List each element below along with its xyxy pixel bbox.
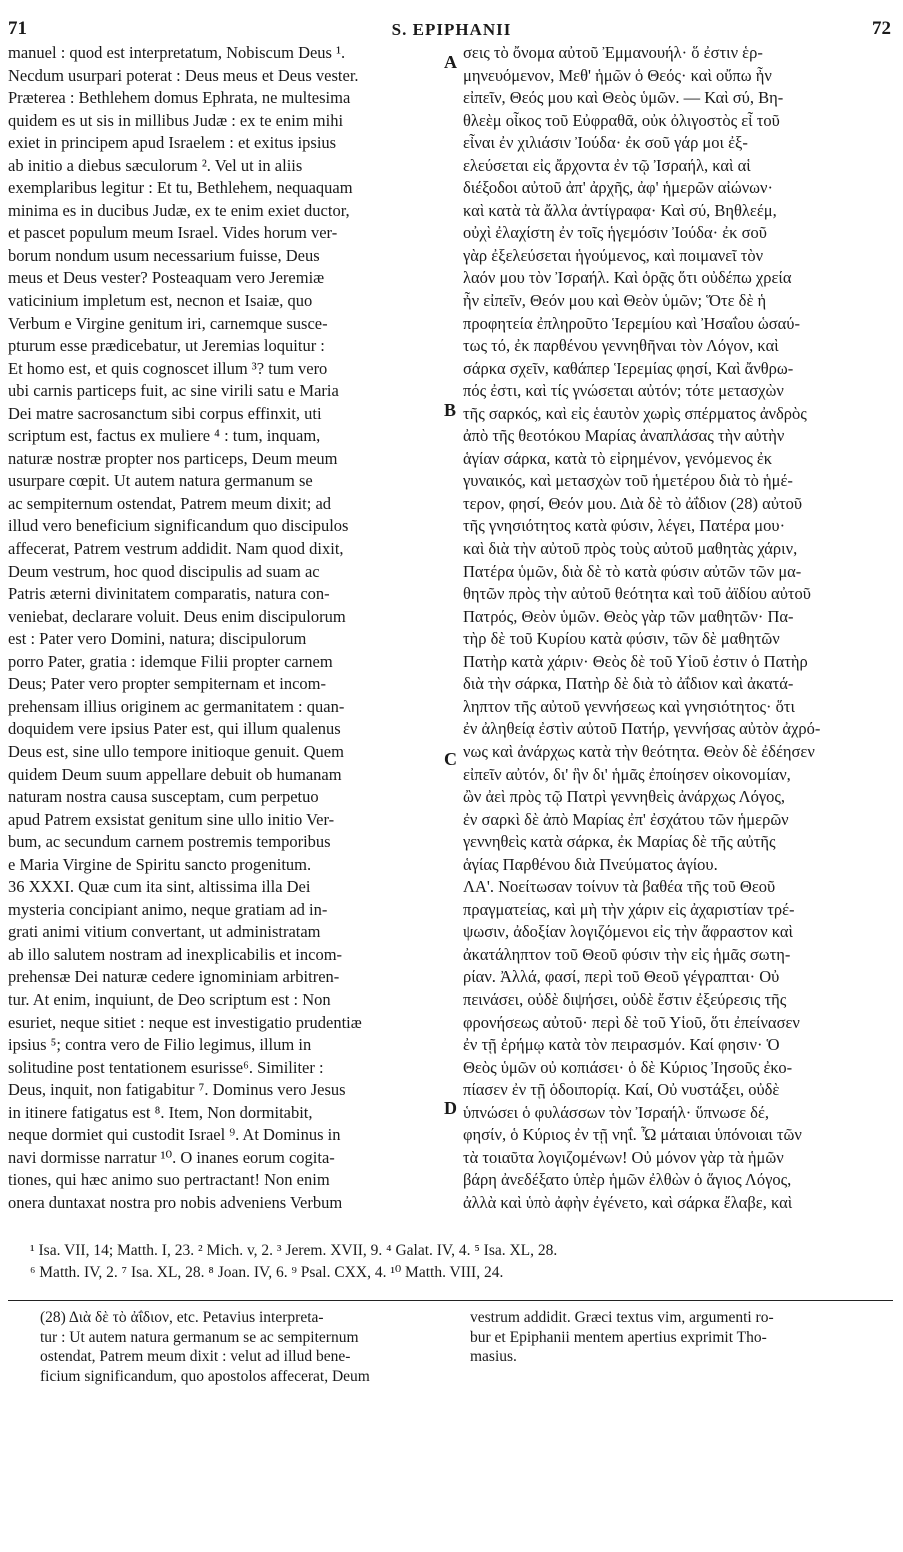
greek-text-line: ΛΑ'. Νοείτωσαν τοίνυν τὰ βαθέα τῆς τοῦ Θεοῦ — [463, 877, 776, 897]
greek-text-line: εἰπεῖν αὐτόν, δι' ἣν δι' ἡμᾶς ἐποίησεν οἰκονομίαν, — [463, 764, 791, 784]
greek-text-line: ἁγίαν σάρκα, κατὰ τὸ εἰρημένον, γενόμενος ἐκ — [463, 448, 773, 468]
scripture-references-line: ¹ Isa. VII, 14; Matth. I, 23. ² Mich. v, 2. ³ Jerem. XVII, 9. ⁴ Galat. IV, 4. ⁵ Isa. XL, 28. — [30, 1242, 558, 1259]
note-text-line: masius. — [470, 1348, 517, 1365]
greek-text-line: τὴρ δὲ τοῦ Κυρίου κατὰ φύσιν, τῶν δὲ μαθητῶν — [463, 629, 780, 649]
latin-text-line: ab initio a diebus sæculorum ². Vel ut in aliis — [8, 155, 303, 175]
greek-text-line: γεννηθεὶς κατὰ σάρκα, ἐκ Μαρίας δὲ τῆς αὐτῆς — [463, 832, 776, 852]
greek-text-line: σεις τὸ ὄνομα αὐτοῦ Ἐμμανουήλ· ὅ ἐστιν ἑρ- — [463, 43, 763, 62]
latin-text-line: porro Pater, gratia : idemque Filii propter carnem — [8, 651, 333, 671]
latin-text-line: mysteria concipiant animo, neque gratiam ad in- — [8, 899, 328, 919]
margin-marker-c: C — [444, 749, 457, 769]
note-text-line: (28) Διὰ δὲ τὸ ἀΐδιον, etc. Petavius interpreta- — [40, 1309, 324, 1326]
latin-text-line: Deus, inquit, non fatigabitur ⁷. Dominus vero Jesus — [8, 1080, 346, 1100]
footnote-divider — [8, 1300, 893, 1301]
latin-text-line: ipsius ⁵; contra vero de Filio legimus, illum in — [8, 1035, 312, 1055]
greek-text-line: τῆς σαρκός, καὶ εἰς ἑαυτὸν χωρὶς σπέρματος ἀνδρὸς — [463, 403, 807, 423]
greek-text-line: Πατέρα ὑμῶν, διὰ δὲ τὸ κατὰ φύσιν αὐτῶν τῶν μα- — [463, 561, 802, 581]
latin-text-line: Patris æterni divinitatem comparatis, natura con- — [8, 584, 330, 604]
latin-text-line: Et homo est, et quis cognoscet illum ³? tum vero — [8, 358, 328, 378]
latin-text-line: solitudine post tentationem esurisse⁶. Similiter : — [8, 1057, 324, 1077]
greek-text-line: τερον, φησί, Θεόν μου. Διὰ δὲ τὸ ἀΐδιον (28) αὐτοῦ — [463, 493, 803, 513]
greek-text-line: γυναικός, καὶ μετασχὼν τοῦ ἡμετέρου διὰ τὸ ἡμέ- — [463, 471, 793, 491]
greek-text-line: σάρκα σχεῖν, καθάπερ Ἱερεμίας φησί, Καὶ ἄνθρω- — [463, 358, 794, 378]
latin-text-line: ac sempiternum ostendat, Patrem meum dixit; ad — [8, 493, 332, 513]
latin-text-line: in itinere fatigatus est ⁸. Item, Non dormitabit, — [8, 1102, 313, 1122]
latin-text-line: scriptum est, factus ex muliere ⁴ : tum, inquam, — [8, 426, 321, 446]
latin-text-line: esuriet, neque sitiet : neque est investigatio prudentiæ — [8, 1012, 362, 1032]
latin-text-line: e Maria Virgine de Spiritu sancto progenitum. — [8, 854, 312, 874]
latin-text-line: Deus est, sine ullo tempore initioque genuit. Quem — [8, 741, 344, 761]
latin-text-line: minima es in ducibus Judæ, ex te enim exiet ductor, — [8, 200, 350, 220]
greek-text-line: θλεὲμ οἶκος τοῦ Εὐφραθᾶ, οὐκ ὀλιγοστὸς εἶ τοῦ — [463, 110, 780, 130]
note-text-line: tur : Ut autem natura germanum se ac sempiternum — [40, 1328, 359, 1346]
greek-text-line: γὰρ ἐξελεύσεται ἡγούμενος, καὶ ποιμανεῖ τὸν — [463, 245, 764, 265]
greek-text-line: ληπτον τῆς αὐτοῦ γεννήσεως καὶ γνησιότητος· ὅτι — [463, 696, 795, 716]
greek-text-line: φησίν, ὁ Κύριος ἐν τῇ νηΐ. Ὦ μάταιαι ὑπόνοιαι τῶν — [463, 1125, 802, 1145]
greek-text-line: ἀκατάληπτον τοῦ Θεοῦ φύσιν τὴν εἰς ἡμᾶς σωτη- — [463, 944, 791, 964]
latin-text-line: apud Patrem exsistat genitum sine ullo initio Ver- — [8, 809, 335, 829]
latin-text-line: vaticinium impletum est, necnon et Isaiæ, quo — [8, 291, 313, 311]
latin-text-line: 36 XXXI. Quæ cum ita sint, altissima illa Dei — [8, 877, 311, 897]
margin-marker-a: A — [444, 52, 457, 72]
greek-text-line: Πατρός, Θεὸν ὑμῶν. Θεὸς γὰρ τῶν μαθητῶν· Πα- — [463, 606, 794, 626]
greek-text-line: ἐν ἀληθείᾳ ἐστὶν αὐτοῦ Πατήρ, γεννήσας αὐτὸν ἀχρό- — [463, 719, 821, 739]
greek-text-line: τὰ τοιαῦτα λογιζομένων! Οὐ μόνον γὰρ τὰ ἡμῶν — [463, 1147, 784, 1167]
latin-text-line: Necdum usurpari poterat : Deus meus et Deus vester. — [8, 65, 359, 85]
greek-text-line: καὶ διὰ τὴν αὐτοῦ πρὸς τοὺς αὐτοῦ μαθητὰς χάριν, — [463, 539, 798, 559]
greek-text-line: οὐχὶ ἐλαχίστη ἐν τοῖς ἡγεμόσιν Ἰούδα· ἐκ σοῦ — [463, 223, 767, 243]
latin-text-line: Præterea : Bethlehem domus Ephrata, ne multesima — [8, 88, 351, 108]
greek-text-line: μηνευόμενον, Μεθ' ἡμῶν ὁ Θεός· καὶ οὔπω ἦν — [463, 65, 772, 85]
latin-text-line: ab illo salutem nostram ad inexplicabilis et incom- — [8, 944, 343, 964]
latin-text-line: Verbum e Virgine genitum iri, carnemque susce- — [8, 313, 328, 333]
editorial-note-right — [470, 1308, 890, 1367]
greek-text-line: ἁγίας Παρθένου διὰ Πνεύματος ἁγίου. — [463, 854, 718, 874]
note-text-line: ostendat, Patrem meum dixit : velut ad illud bene- — [40, 1348, 351, 1365]
page-number-right: 72 — [872, 18, 891, 39]
latin-text-line: navi dormisse narratur ¹⁰. O inanes eorum cogita- — [8, 1147, 335, 1167]
greek-text-line: νως καὶ ἀνάρχως κατὰ τὴν θεότητα. Θεὸν δὲ ἐδέησεν — [463, 741, 815, 761]
greek-text-line: λαόν μου τὸν Ἰσραήλ. Καὶ ὁρᾷς ὅτι οὐδέπω χρεία — [463, 268, 792, 288]
page-header — [0, 18, 903, 44]
greek-text-line: πίασεν ἐν τῇ ὁδοιπορίᾳ. Καί, Οὐ νυστάξει, οὐδὲ — [463, 1080, 780, 1100]
greek-text-line: διὰ τὴν σάρκα, Πατὴρ δὲ διὰ τὸ ἀΐδιον καὶ ἀκατά- — [463, 674, 794, 694]
greek-column — [463, 42, 893, 1214]
latin-text-line: neque dormiet qui custodit Israel ⁹. At Dominus in — [8, 1125, 341, 1145]
latin-text-line: usurpare cœpit. Ut autem natura germanum se — [8, 471, 313, 491]
note-text-line: bur et Epiphanii mentem apertius exprimit Tho- — [470, 1328, 767, 1346]
margin-marker-b: B — [444, 400, 457, 420]
latin-text-line: est : Pater vero Domini, natura; discipulorum — [8, 629, 307, 649]
greek-text-line: ὢν ἀεὶ πρὸς τῷ Πατρὶ γεννηθεὶς ἀνάρχως Λόγος, — [463, 787, 786, 807]
running-title: S. EPIPHANII — [391, 20, 512, 39]
greek-text-line: ὑπνώσει ὁ φυλάσσων τὸν Ἰσραήλ· ὕπνωσε δέ, — [463, 1102, 769, 1122]
greek-text-line: πεινάσει, οὐδὲ διψήσει, οὐδὲ ἔστιν ἐξεύρεσις τῆς — [463, 989, 787, 1009]
latin-text-line: illud vero beneficium significandum quo discipulos — [8, 516, 349, 536]
scripture-references — [30, 1240, 890, 1284]
latin-text-line: exiet in principem apud Israelem : et exitus ipsius — [8, 133, 337, 153]
greek-text-line: θητῶν πρὸς τὴν αὐτοῦ θεότητα καὶ τοῦ ἀϊδίου αὐτοῦ — [463, 584, 811, 604]
latin-text-line: doquidem vere ipsius Pater est, qui illum qualenus — [8, 719, 341, 739]
greek-text-line: πραγματείας, καὶ μὴ τὴν χάριν εἰς ἀχαριστίαν τρέ- — [463, 899, 795, 919]
latin-text-line: quidem Deum suum appellare debuit ob humanam — [8, 764, 342, 784]
latin-text-line: manuel : quod est interpretatum, Nobiscum Deus ¹. — [8, 43, 346, 62]
latin-text-line: ubi carnis particeps fuit, ac sine virili satu e Maria — [8, 381, 339, 401]
greek-text-line: ρίαν. Ἀλλά, φασί, περὶ τοῦ Θεοῦ γέγραπται· Οὐ — [463, 967, 780, 987]
greek-text-line: τως τό, ἐκ παρθένου γεννηθῆναι τὸν Λόγον, καὶ — [463, 336, 779, 356]
scripture-references-line: ⁶ Matth. IV, 2. ⁷ Isa. XL, 28. ⁸ Joan. IV, 6. ⁹ Psal. CXX, 4. ¹⁰ Matth. VIII, 24. — [30, 1264, 504, 1281]
latin-text-line: borum nondum usum necessarium fuisse, Deus — [8, 245, 320, 265]
greek-text-line: προφητεία ἐπληροῦτο Ἱερεμίου καὶ Ἠσαΐου ὡσαύ- — [463, 313, 800, 333]
greek-text-line: φρονήσεως αὐτοῦ· περὶ δὲ τοῦ Υἱοῦ, ὅτι ἐπείνασεν — [463, 1012, 800, 1032]
greek-text-line: διέξοδοι αὐτοῦ ἀπ' ἀρχῆς, ἀφ' ἡμερῶν αἰώνων· — [463, 178, 773, 198]
editorial-note-left — [40, 1308, 440, 1386]
greek-text-line: ἦν εἰπεῖν, Θεόν μου καὶ Θεὸν ὑμῶν; Ὅτε δὲ ἡ — [463, 291, 767, 311]
latin-text-line: naturæ nostræ propter nos particeps, Deum meum — [8, 448, 338, 468]
greek-text-line: Πατὴρ κατὰ χάριν· Θεὸς δὲ τοῦ Υἱοῦ ἐστιν ὁ Πατὴρ — [463, 651, 808, 671]
latin-text-line: naturam nostra causa susceptam, cum perpetuo — [8, 787, 319, 807]
latin-text-line: pturum esse prædicebatur, ut Jeremias loquitur : — [8, 336, 325, 356]
greek-text-line: βάρη ἀνεδέξατο ὑπὲρ ἡμῶν ἐλθὼν ὁ ἅγιος Λόγος, — [463, 1170, 792, 1190]
greek-text-line: ἀλλὰ καὶ ὑπὸ ἀφὴν ἐγένετο, καὶ σάρκα ἔλαβε, καὶ — [463, 1192, 793, 1212]
latin-text-line: prehensam illius originem ac germanitatem : quan- — [8, 696, 345, 716]
greek-text-line: εἰπεῖν, Θεός μου καὶ Θεὸς ὑμῶν. — Καὶ σύ, Βη- — [463, 88, 784, 108]
greek-text-line: ελεύσεται εἰς ἄρχοντα ἐν τῷ Ἰσραήλ, καὶ αἱ — [463, 155, 751, 175]
latin-text-line: onera duntaxat nostra pro nobis adveniens Verbum — [8, 1192, 343, 1212]
latin-text-line: tur. At enim, inquiunt, de Deo scriptum est : Non — [8, 989, 331, 1009]
latin-text-line: meus et Deus vester? Posteaquam vero Jeremiæ — [8, 268, 325, 288]
greek-text-line: ἀπὸ τῆς θεοτόκου Μαρίας ἀναπλάσας τὴν αὐτὴν — [463, 426, 785, 446]
latin-text-line: exemplaribus legitur : Et tu, Bethlehem, nequaquam — [8, 178, 353, 198]
latin-text-line: grati animi vitium convertant, ut administratam — [8, 922, 321, 942]
latin-text-line: quidem es ut sis in millibus Judæ : ex te enim mihi — [8, 110, 344, 130]
latin-column — [8, 42, 436, 1214]
margin-marker-d: D — [444, 1098, 457, 1118]
greek-text-line: ἐν τῇ ἐρήμῳ κατὰ τὸν πειρασμόν. Καί φησιν· Ὁ — [463, 1035, 780, 1055]
latin-text-line: Deus; Pater vero propter sempiternam et incom- — [8, 674, 326, 694]
latin-text-line: Dei matre sacrosanctum sibi corpus effinxit, uti — [8, 403, 322, 423]
greek-text-line: καὶ κατὰ τὰ ἄλλα ἀντίγραφα· Καὶ σύ, Βηθλεέμ, — [463, 200, 777, 220]
greek-text-line: ψωσιν, ἀδοξίαν λογιζόμενοι εἰς τὴν ἄφραστον καὶ — [463, 922, 793, 942]
greek-text-line: εἶναι ἐν χιλιάσιν Ἰούδα· ἐκ σοῦ γάρ μοι ἐξ- — [463, 133, 748, 153]
greek-text-line: πός ἐστι, καὶ τίς γνώσεται αὐτόν; τότε μετασχὼν — [463, 381, 784, 401]
latin-text-line: prehensæ Dei naturæ cedere ignominiam arbitren- — [8, 967, 340, 987]
greek-text-line: ἐν σαρκὶ δὲ ἀπὸ Μαρίας ἐπ' ἐσχάτου τῶν ἡμερῶν — [463, 809, 789, 829]
greek-text-line: Θεὸς ὑμῶν οὐ κοπιάσει· ὁ δὲ Κύριος Ἰησοῦς ἐκο- — [463, 1057, 793, 1077]
latin-text-line: affecerat, Patrem vestrum addidit. Nam quod dixit, — [8, 539, 344, 559]
greek-text-line: τῆς γνησιότητος κατὰ φύσιν, λέγει, Πατέρα μου· — [463, 516, 786, 536]
page-number-left: 71 — [8, 18, 27, 39]
latin-text-line: et pascet populum meum Israel. Vides horum ver- — [8, 223, 338, 243]
latin-text-line: tiones, qui hæc animo suo pertractant! Non enim — [8, 1170, 330, 1190]
latin-text-line: veniebat, declarare voluit. Deus enim discipulorum — [8, 606, 346, 626]
note-text-line: vestrum addidit. Græci textus vim, argumenti ro- — [470, 1309, 774, 1326]
latin-text-line: bum, ac secundum carnem postremis temporibus — [8, 832, 331, 852]
latin-text-line: Deum vestrum, hoc quod discipulis ad suam ac — [8, 561, 320, 581]
note-text-line: ficium significandum, quo apostolos affecerat, Deum — [40, 1367, 370, 1385]
